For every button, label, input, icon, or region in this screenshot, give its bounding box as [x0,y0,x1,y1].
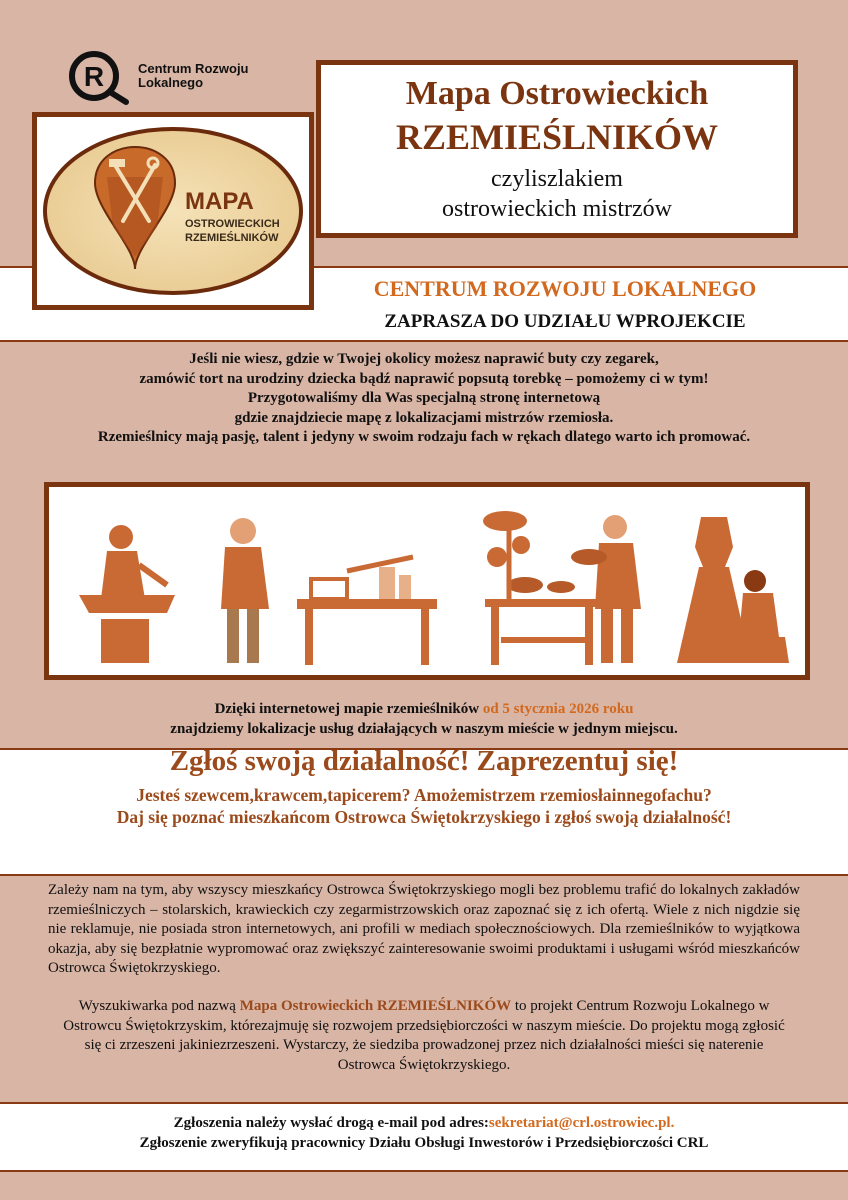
badge-word-1: MAPA [185,188,254,215]
workbench-icon [297,557,437,665]
cta-line-1: Jesteś szewcem,krawcem,tapicerem? Amożemistrzem rzemiosłainnegofachu? [136,785,712,805]
map-info [20,700,828,739]
intro-line: Przygotowaliśmy dla Was specjalną stronę internetową [247,390,601,406]
footer-line-2: Zgłoszenie zweryfikują pracownicy Działu Obsługi Inwestorów i Przedsiębiorczości CRL [139,1135,709,1151]
para2-post: to projekt Centrum Rozwoju Lokalnego w Ostrowcu Świętokrzyskim, którezajmuję się rozwojem przedsiębiorczości w naszym mieście. Do projektu mogą zgłosić się ci zrzeszeni jakiniezrzeszeni. Wystarczy, że siedziba prowadzonej przez nich działalności mieści się naterenie Ostrowca Świętokrzyskiego. [63,998,785,1073]
footer-line-1 [0,1113,848,1133]
dress-form-icon [677,517,751,663]
org-name: CENTRUM ROZWOJU LOKALNEGO [373,276,757,301]
title-line-4: ostrowieckich mistrzów [442,196,672,222]
contact-email[interactable]: sekretariat@crl.ostrowiec.pl. [488,1115,675,1131]
para2-project-name: Mapa Ostrowieckich RZEMIEŚLNIKÓW [239,998,512,1014]
seamstress-figure [739,570,789,663]
title-line-3: czyliszlakiem [491,166,623,192]
logo-line-1: Centrum Rozwoju [138,61,249,76]
cta-line-2: Daj się poznać mieszkańcom Ostrowca Świętokrzyskiego i zgłoś swoją działalność! [116,807,732,827]
intro-line: Jeśli nie wiesz, gdzie w Twojej okolicy możesz naprawić buty czy zegarek, [189,351,659,367]
map-info-part1: Dzięki internetowej mapie rzemieślników [214,701,483,717]
map-info-line2: znajdziemy lokalizacje usług działających w naszym mieście w jednym miejscu. [170,720,678,737]
body-paragraph-1: Zależy nam na tym, aby wszyscy mieszkańcy Ostrowca Świętokrzyskiego mogli bez problemu trafić do lokalnych zakładów rzemieślniczych – stolarskich, krawieckich czy zegarmistrzowskich oraz zapoznać się z ich ofertą. Wiele z nich nigdzie się nie reklamuje, nie posiada stron internetowych, ani profili w mediach społecznościowych. Dla rzemieślników to wyjątkowa okazja, aby się bezpłatnie wypromować oraz zwiększyć zainteresowanie swoimi produktami i usługami wśród mieszkańców Ostrowca Świętokrzyskiego. [48,882,800,976]
para2-pre: Wyszukiwarka pod nazwą [78,998,240,1014]
footer-bottom-rule [0,1170,848,1172]
crl-logo-icon [66,48,132,108]
craftsmen-illustration [44,482,810,680]
body-paragraph-2 [56,997,792,1075]
footer-pre: Zgłoszenia należy wysłać drogą e-mail pod adres: [173,1115,489,1131]
intro-line: Rzemieślnicy mają pasję, talent i jedyny w swoim rodzaju fach w rękach dlatego warto ich promować. [97,429,751,445]
intro-text [20,350,828,448]
logo-line-2: Lokalnego [138,75,204,90]
crl-logo [66,48,276,108]
cta-headline: Zgłoś swoją działalność! Zaprezentuj się! [169,745,679,777]
blacksmith-figure [79,525,175,663]
badge-box [32,112,314,310]
org-band-bottom-rule [0,340,848,342]
badge-word-3: RZEMIEŚLNIKÓW [185,232,279,244]
cta-bottom-rule [0,874,848,876]
svg-text:R: R [83,61,105,92]
clockmaker-figure [221,518,269,663]
intro-line: gdzie znajdziecie mapę z lokalizacjami mistrzów rzemiosła. [234,409,614,426]
intro-line: zamówić tort na urodziny dziecka bądź naprawić popsutą torebkę – pomożemy ci w tym! [139,370,709,387]
title-line-1: Mapa Ostrowieckich [405,75,709,112]
badge-oval [37,117,309,305]
hatter-table-icon [483,511,597,665]
invite-text: ZAPRASZA DO UDZIAŁU WPROJEKCIE [384,311,746,332]
badge-word-2: OSTROWIECKICH [185,218,280,230]
title-line-2: RZEMIEŚLNIKÓW [395,117,719,157]
title-box [316,60,798,238]
map-start-date: od 5 stycznia 2026 roku [482,701,634,717]
